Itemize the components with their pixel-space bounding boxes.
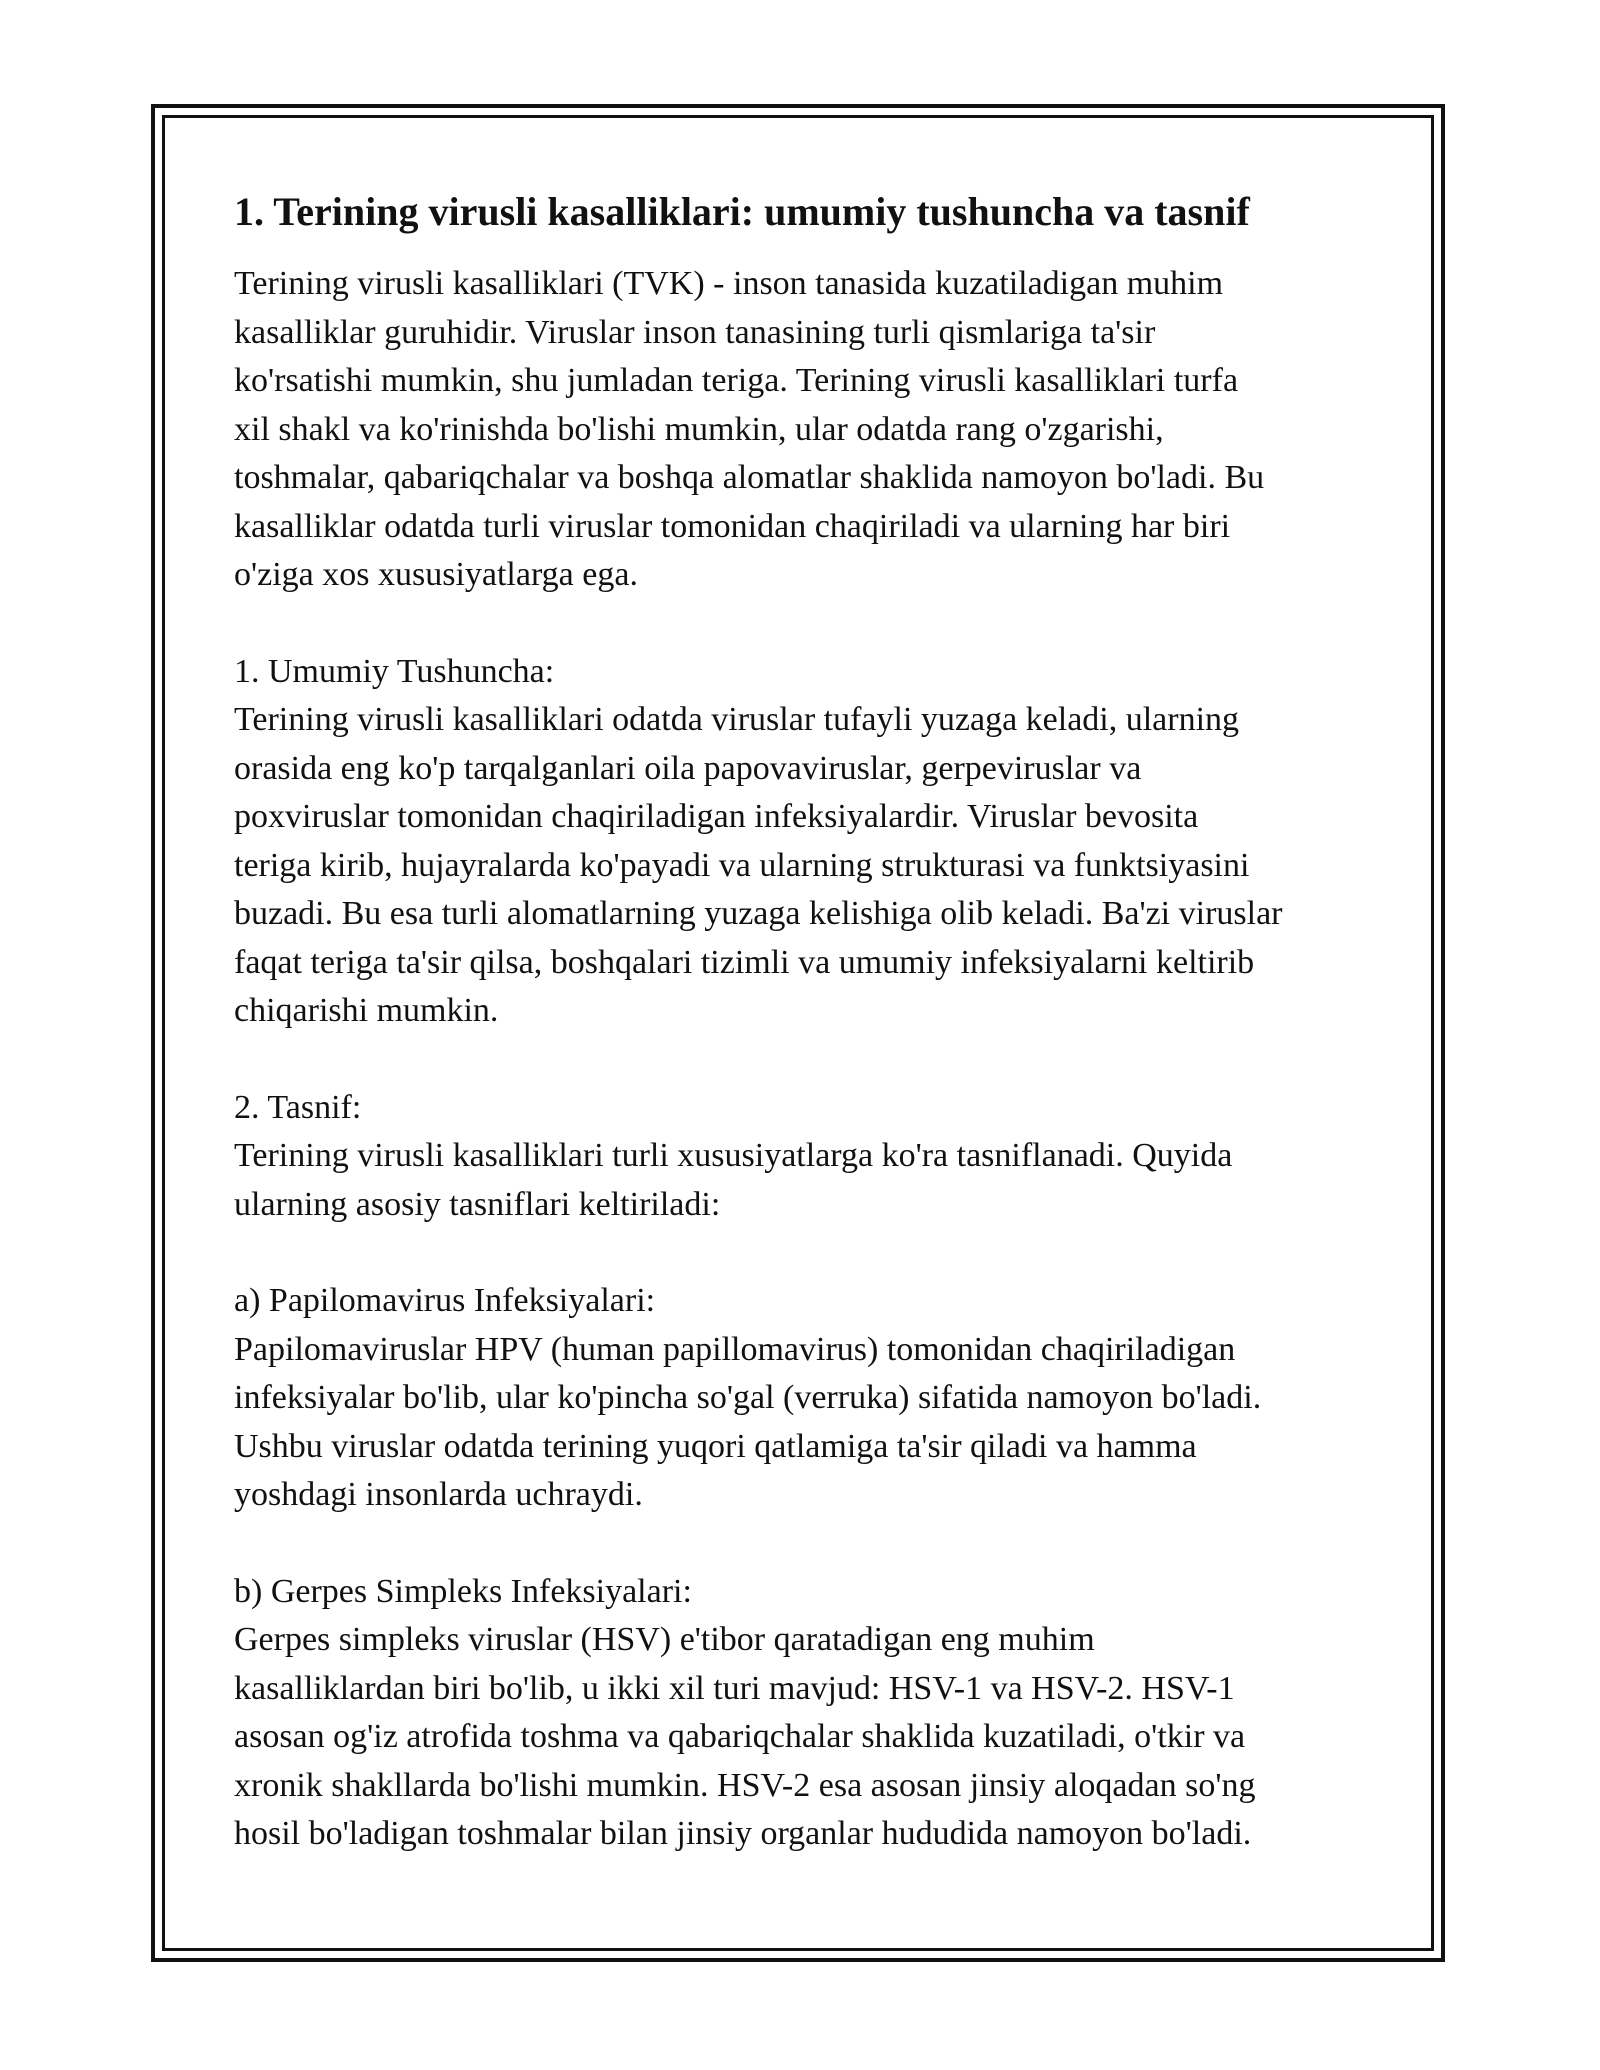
text-line: kasalliklar guruhidir. Viruslar inson tanasining turli qismlariga ta'sir — [234, 313, 1156, 351]
text-line: buzadi. Bu esa turli alomatlarning yuzaga kelishiga olib keladi. Ba'zi viruslar — [234, 895, 1283, 932]
text-line: faqat teriga ta'sir qilsa, boshqalari tizimli va umumiy infeksiyalarni keltirib — [234, 943, 1255, 981]
text-line: Terining virusli kasalliklari turli xususiyatlarga ko'ra tasniflanadi. Quyida — [234, 1137, 1233, 1174]
text-line: kasalliklar odatda turli viruslar tomonidan chaqiriladi va ularning har biri — [234, 507, 1231, 545]
subheading-line: a) Papilomavirus Infeksiyalari: — [234, 1282, 656, 1319]
herpes-simplex-paragraph — [234, 1568, 1384, 1859]
section-heading: 1. Terining virusli kasalliklari: umumiy tushuncha va tasnif — [234, 189, 1250, 234]
text-line: Terining virusli kasalliklari (TVK) - inson tanasida kuzatiladigan muhim — [234, 265, 1224, 302]
document-body — [234, 186, 1384, 1907]
text-line: Ushbu viruslar odatda terining yuqori qatlamiga ta'sir qiladi va hamma — [234, 1427, 1197, 1465]
text-line: toshmalar, qabariqchalar va boshqa alomatlar shaklida namoyon bo'ladi. Bu — [234, 459, 1265, 496]
papillomavirus-paragraph — [234, 1277, 1384, 1520]
text-line: o'ziga xos xususiyatlarga ega. — [234, 556, 638, 593]
text-line: ularning asosiy tasniflari keltiriladi: — [234, 1185, 721, 1223]
text-line: chiqarishi mumkin. — [234, 992, 499, 1029]
intro-paragraph — [234, 260, 1384, 600]
subheading-line: 1. Umumiy Tushuncha: — [234, 652, 555, 690]
text-line: asosan og'iz atrofida toshma va qabariqchalar shaklida kuzatiladi, o'tkir va — [234, 1718, 1246, 1755]
text-line: kasalliklardan biri bo'lib, u ikki xil turi mavjud: HSV-1 va HSV-2. HSV-1 — [234, 1669, 1235, 1707]
text-line: ko'rsatishi mumkin, shu jumladan teriga. Terining virusli kasalliklari turfa — [234, 362, 1239, 399]
text-line: hosil bo'ladigan toshmalar bilan jinsiy organlar hududida namoyon bo'ladi. — [234, 1815, 1252, 1852]
subheading-line: b) Gerpes Simpleks Infeksiyalari: — [234, 1572, 692, 1610]
classification-paragraph — [234, 1084, 1384, 1230]
text-line: xil shakl va ko'rinishda bo'lishi mumkin, ular odatda rang o'zgarishi, — [234, 410, 1164, 448]
text-line: yoshdagi insonlarda uchraydi. — [234, 1476, 643, 1513]
text-line: Papilomaviruslar HPV (human papillomavirus) tomonidan chaqiriladigan — [234, 1330, 1236, 1368]
text-line: Gerpes simpleks viruslar (HSV) e'tibor qaratadigan eng muhim — [234, 1621, 1095, 1658]
subheading-line: 2. Tasnif: — [234, 1088, 362, 1126]
text-line: orasida eng ko'p tarqalganlari oila papovaviruslar, gerpeviruslar va — [234, 749, 1142, 787]
text-line: Terining virusli kasalliklari odatda viruslar tufayli yuzaga keladi, ularning — [234, 701, 1240, 738]
text-line: poxviruslar tomonidan chaqiriladigan infeksiyalardir. Viruslar bevosita — [234, 798, 1199, 835]
general-concept-paragraph — [234, 648, 1384, 1036]
text-line: xronik shakllarda bo'lishi mumkin. HSV-2 esa asosan jinsiy aloqadan so'ng — [234, 1766, 1256, 1804]
text-line: infeksiyalar bo'lib, ular ko'pincha so'gal (verruka) sifatida namoyon bo'ladi. — [234, 1379, 1262, 1416]
text-line: teriga kirib, hujayralarda ko'payadi va ularning strukturasi va funktsiyasini — [234, 846, 1250, 884]
